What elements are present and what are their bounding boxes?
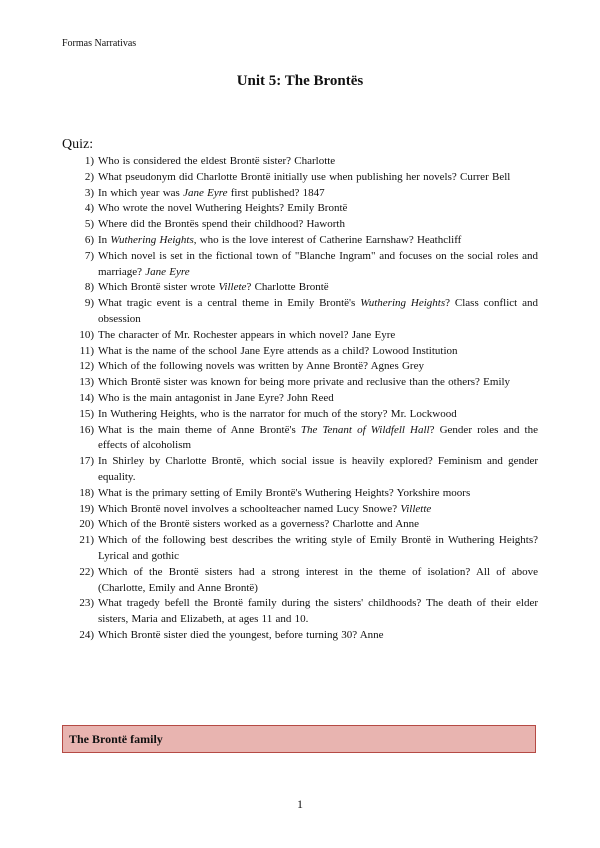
quiz-item	[62, 407, 538, 423]
quiz-text-segment: Who is the main antagonist in Jane Eyre? John Reed	[98, 391, 334, 404]
quiz-item-number: 19)	[79, 502, 94, 515]
quiz-item-text	[98, 250, 538, 278]
quiz-item-number: 4)	[84, 202, 94, 215]
quiz-item-text	[98, 534, 538, 562]
quiz-item-number: 7)	[84, 249, 94, 262]
quiz-item-number: 18)	[79, 486, 94, 499]
quiz-text-segment: , who is the love interest of Catherine Earnshaw? Heathcliff	[193, 233, 462, 246]
quiz-item-number: 17)	[79, 455, 94, 468]
quiz-item	[62, 628, 538, 644]
quiz-text-segment: In Shirley by Charlotte Brontë, which social issue is heavily explored? Feminism and gender equality.	[98, 455, 538, 483]
quiz-item-text	[98, 376, 510, 388]
quiz-text-segment: What pseudonym did Charlotte Brontë initially use when publishing her novels? Currer Bell	[98, 170, 511, 183]
quiz-item-text	[98, 155, 335, 167]
quiz-item-text	[98, 487, 470, 499]
quiz-item-number: 5)	[84, 218, 94, 231]
quiz-item-number: 3)	[84, 186, 94, 199]
quiz-item	[62, 517, 538, 533]
quiz-item-number: 13)	[79, 376, 94, 389]
quiz-text-segment: In	[98, 233, 111, 246]
quiz-text-segment: Which Brontë sister was known for being more private and reclusive than the others? Emily	[98, 376, 511, 389]
running-header: Formas Narrativas	[62, 38, 137, 49]
quiz-item-text	[98, 566, 538, 594]
quiz-text-segment: What tragedy befell the Brontë family during the sisters' childhoods? The death of their elder sisters, Maria and Elizabeth, at ages 11 and 10.	[98, 597, 538, 626]
quiz-text-segment: Who wrote the novel Wuthering Heights? Emily Brontë	[98, 202, 348, 215]
quiz-item	[62, 170, 538, 186]
quiz-list	[62, 154, 538, 644]
quiz-item-number: 8)	[84, 281, 94, 294]
quiz-item-number: 22)	[79, 565, 94, 578]
quiz-item-number: 15)	[79, 407, 94, 420]
quiz-item	[62, 328, 538, 344]
quiz-item	[62, 391, 538, 407]
quiz-item	[62, 280, 538, 296]
quiz-item-text	[98, 518, 419, 530]
quiz-item	[62, 233, 538, 249]
quiz-text-segment: What tragic event is a central theme in Emily Brontë's	[98, 297, 361, 310]
quiz-item	[62, 344, 538, 360]
quiz-item-number: 1)	[84, 155, 94, 167]
page-title: Unit 5: The Brontës	[236, 73, 364, 89]
quiz-item-number: 14)	[79, 391, 94, 404]
quiz-item-text	[98, 171, 510, 183]
quiz-item-text	[98, 360, 424, 372]
quiz-item-text	[98, 234, 461, 246]
italic-title: The Tenant of Wildfell Hall	[300, 423, 430, 436]
italic-title: Wuthering Heights	[110, 233, 194, 246]
quiz-item-text	[98, 629, 384, 641]
quiz-item-number: 23)	[79, 597, 94, 610]
quiz-label: Quiz:	[62, 137, 94, 152]
quiz-item-number: 6)	[84, 233, 94, 246]
quiz-text-segment: Who is considered the eldest Brontë sister? Charlotte	[98, 155, 336, 167]
quiz-item	[62, 249, 538, 281]
section-box-title: The Brontë family	[69, 732, 163, 746]
quiz-item	[62, 201, 538, 217]
quiz-item	[62, 375, 538, 391]
italic-title: Jane Eyre	[145, 265, 190, 278]
quiz-item-number: 10)	[79, 328, 94, 341]
italic-title: Jane Eyre	[183, 186, 228, 199]
quiz-item	[62, 486, 538, 502]
quiz-text-segment: Which Brontë novel involves a schoolteacher named Lucy Snowe?	[98, 502, 401, 515]
quiz-text-segment: In which year was	[98, 186, 184, 199]
page-number: 1	[297, 797, 303, 811]
quiz-item	[62, 502, 538, 518]
quiz-item-number: 16)	[79, 423, 94, 436]
quiz-item	[62, 565, 538, 597]
quiz-text-segment: Which of the Brontë sisters worked as a governess? Charlotte and Anne	[98, 518, 420, 531]
quiz-text-segment: Which of the following novels was written by Anne Brontë? Agnes Grey	[98, 360, 424, 373]
quiz-item-text	[98, 597, 538, 625]
quiz-text-segment: Which novel is set in the fictional town of "Blanche Ingram" and focuses on the social roles and marriage?	[98, 249, 538, 278]
quiz-item-number: 2)	[84, 170, 94, 183]
quiz-text-segment: ? Charlotte Brontë	[246, 281, 329, 294]
quiz-item-text	[98, 281, 329, 293]
quiz-text-segment: Which Brontë sister died the youngest, before turning 30? Anne	[98, 628, 384, 641]
quiz-text-segment: first published? 1847	[227, 186, 325, 199]
quiz-item	[62, 186, 538, 202]
quiz-item-text	[98, 297, 538, 325]
quiz-item-number: 9)	[84, 297, 94, 310]
quiz-item-text	[98, 424, 538, 452]
quiz-text-segment: Which of the following best describes the writing style of Emily Brontë in Wuthering Heights? Lyrical and gothic	[98, 534, 538, 562]
quiz-item	[62, 154, 538, 170]
quiz-text-segment: What is the primary setting of Emily Brontë's Wuthering Heights? Yorkshire moors	[98, 486, 471, 499]
quiz-text-segment: What is the name of the school Jane Eyre attends as a child? Lowood Institution	[98, 344, 458, 357]
quiz-item-text	[98, 345, 458, 357]
quiz-text-segment: Which Brontë sister wrote	[98, 281, 219, 294]
quiz-item-text	[98, 503, 431, 515]
quiz-text-segment: What is the main theme of Anne Brontë's	[98, 423, 301, 436]
italic-title: Villette	[400, 502, 432, 515]
quiz-item	[62, 423, 538, 455]
quiz-item-number: 12)	[79, 360, 94, 373]
italic-title: Villete	[218, 281, 247, 294]
quiz-text-segment: Which of the Brontë sisters had a strong interest in the theme of isolation? All of above (Charlotte, Emily and Anne Brontë)	[98, 565, 538, 594]
quiz-item-number: 20)	[79, 518, 94, 531]
quiz-item	[62, 217, 538, 233]
quiz-item-text	[98, 218, 345, 230]
quiz-item	[62, 454, 538, 486]
quiz-item	[62, 596, 538, 628]
quiz-item	[62, 296, 538, 328]
quiz-item	[62, 359, 538, 375]
quiz-item-text	[98, 392, 334, 404]
quiz-item-text	[98, 202, 347, 214]
quiz-item-text	[98, 329, 395, 341]
quiz-item	[62, 533, 538, 565]
italic-title: Wuthering Heights	[360, 297, 446, 310]
quiz-item-text	[98, 187, 325, 199]
quiz-text-segment: Where did the Brontës spend their childhood? Haworth	[98, 218, 345, 231]
quiz-item-text	[98, 455, 538, 483]
quiz-item-number: 11)	[79, 344, 94, 357]
quiz-text-segment: In Wuthering Heights, who is the narrator for much of the story? Mr. Lockwood	[98, 407, 457, 420]
quiz-text-segment: ? Gender roles and the effects of alcoholism	[98, 423, 538, 452]
quiz-item-number: 21)	[79, 534, 94, 547]
quiz-text-segment: ? Class conflict and obsession	[98, 297, 538, 325]
quiz-item-number: 24)	[79, 628, 94, 641]
quiz-text-segment: The character of Mr. Rochester appears in which novel? Jane Eyre	[98, 328, 396, 341]
quiz-item-text	[98, 408, 457, 420]
section-box-bronte-family	[62, 725, 536, 753]
